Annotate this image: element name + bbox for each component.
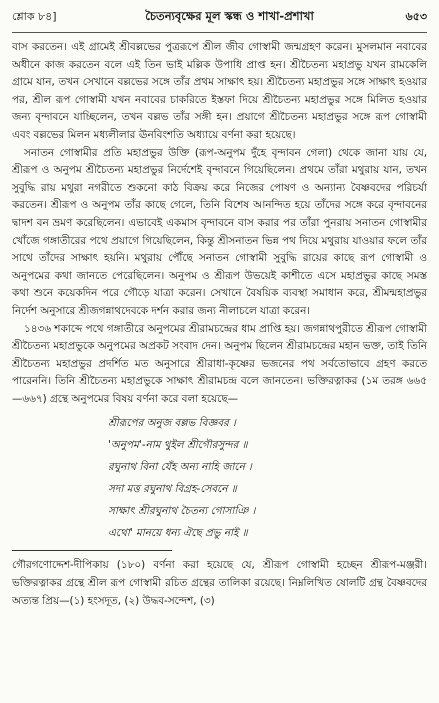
verse-line: সাক্ষাৎ শ্রীরঘুনাথ চৈতন্য গোসাঞি । xyxy=(108,505,256,518)
page-number: ৬৫৩ xyxy=(405,10,427,23)
footnote-paragraph: গৌরগণোদ্দেশ-দীপিকায় (১৮০) বর্ণনা করা হয়েছে যে, শ্রীরূপ গোস্বামী হচ্ছেন শ্রীরূপ-মঞ্জরী। ভক্তিরত্নাকর গ্রন্থে শ্রীল রূপ গোস্বামী রচিত গ্রন্থের তালিকা রয়েছে। নিম্নলিখিত ষোলটি গ্রন্থ বৈষ্ণবদের অত্যন্ত প্রিয়—(১) হংসদূত, (২) উদ্ধব-সন্দেশ, (৩) xyxy=(12,559,427,607)
verse-line: রঘুনাথ বিনা যেঁহ অন্য নাহি জানে । xyxy=(108,461,252,474)
verse-line: এথো' মানয়ে ধন্য ঐছে প্রভু নাই ॥ xyxy=(108,527,248,540)
verse-line: সদা মত্ত রঘুনাথ বিগ্রহ-সেবনে ॥ xyxy=(108,483,237,496)
purport-text xyxy=(12,39,427,408)
paragraph: ১৪৩৬ শকাব্দে পথে গঙ্গাতীরে অনুপমের শ্রীরামচন্দ্রের ধাম প্রাপ্তি হয়। জগন্নাথপুরীতে শ্রীরূপ গোস্বামী শ্রীচৈতন্য মহাপ্রভুকে অনুপমের অপ্রকট সংবাদ দেন। অনুপম ছিলেন শ্রীরামচন্দ্রের মহান ভক্ত, তাই তিনি শ্রীচৈতন্য মহাপ্রভুর প্রদর্শিত মত অনুসারে শ্রীরাধা-কৃষ্ণের ভজনের পথ সর্বতোভাবে গ্রহণ করতে পারেননি। তিনি শ্রীচৈতন্য মহাপ্রভুকে সাক্ষাৎ শ্রীরামচন্দ্র বলে জানতেন। ভক্তিরত্নাকর (১ম তরঙ্গ ৬৬৫—৬৬৭) গ্রন্থে অনুপমের বিষয় বর্ণনা করে বলা হয়েছে— xyxy=(12,322,427,405)
quoted-verse xyxy=(108,412,427,544)
chapter-title: চৈতন্যবৃক্ষের মূল স্কন্ধ ও শাখা-প্রশাখা xyxy=(145,9,314,23)
paragraph: সনাতন গোস্বামীর প্রতি মহাপ্রভুর উক্তি (রূপ-অনুপম দুঁহে বৃন্দাবন গেলা) থেকে জানা যায় যে, শ্রীরূপ ও অনুপম শ্রীচৈতন্য মহাপ্রভুর নির্দেশেই বৃন্দাবনে গিয়েছিলেন। প্রথমে তাঁরা মথুরায় যান, তখন সুবুদ্ধি রায় মথুরা নগরীতে শুকনো কাঠ বিক্রয় করে নিজের পোষণ ও অন্যান্য বৈষ্ণবদের পরিচর্যা করতেন। শ্রীরূপ ও অনুপম তাঁর কাছে গেলে, তিনি বিশেষ আনন্দিত হয়ে তাঁদের সঙ্গে করে বৃন্দাবনের দ্বাদশ বন ভ্রমণ করেছিলেন। এভাবেই একমাস বৃন্দাবনে বাস করার পর তাঁরা পুনরায় সনাতন গোস্বামীর খোঁজে গঙ্গাতীরের পথে প্রয়াগে গিয়েছিলেন, কিন্তু শ্রীসনাতন ভিন্ন পথ দিয়ে মথুরায় যাওয়ার ফলে তাঁর সাথে তাঁদের সাক্ষাৎ হয়নি। মথুরায় পৌঁছে সনাতন গোস্বামী সুবুদ্ধি রায়ের কাছে রূপ গোস্বামী ও অনুপমের কথা জানতে পেরেছিলেন। অনুপম ও শ্রীরূপ উভয়েই কাশীতে এসে মহাপ্রভুর কাছে সমস্ত কথা শুনে কয়েকদিন পরে গৌড়ে যাত্রা করেন। সেখানে বৈষয়িক ব্যবস্থা সমাধান করে, শ্রীমন্মহাপ্রভুর নির্দেশ অনুসারে শ্রীজগন্নাথদেবকে দর্শন করার জন্য নীলাচলে যাত্রা করেন। xyxy=(12,146,427,317)
verse-line: 'অনুপম'-নাম থুইল শ্রীগৌরসুন্দর ॥ xyxy=(108,439,248,452)
verse-line: শ্রীরূপের অনুজ বল্লভ বিজ্ঞবর । xyxy=(108,417,236,430)
section-divider xyxy=(12,550,172,551)
verse-reference: শ্লোক ৮৪] xyxy=(12,10,57,23)
page-header xyxy=(12,8,427,30)
header-rule xyxy=(12,32,427,33)
paragraph: বাস করতেন। এই গ্রামেই শ্রীবল্লভের পুত্ররূপে শ্রীল জীব গোস্বামী জন্মগ্রহণ করেন। মুসলমান নবাবের অধীনে কাজ করতেন বলে এই তিন ভাই মল্লিক উপাধি প্রাপ্ত হন। শ্রীচৈতন্য মহাপ্রভু যখন রামকেলি গ্রামে যান, তখন সেখানে বল্লভের সঙ্গে তাঁর প্রথম সাক্ষাৎ হয়। শ্রীচৈতন্য মহাপ্রভুর সঙ্গে সাক্ষাৎ হওয়ার পর, শ্রীল রূপ গোস্বামী যখন নবাবের চাকরিতে ইস্তফা দিয়ে শ্রীচৈতন্য মহাপ্রভুর সঙ্গে মিলিত হওয়ার জন্য বৃন্দাবনে যাচ্ছিলেন, তখন বল্লভ তাঁর সঙ্গী হন। প্রয়াগে শ্রীচৈতন্য মহাপ্রভুর সঙ্গে রূপ গোস্বামী এবং বল্লভের মিলন মধ্যলীলার ঊনবিংশতি অধ্যায়ে বর্ণনা করা হয়েছে। xyxy=(12,41,427,141)
